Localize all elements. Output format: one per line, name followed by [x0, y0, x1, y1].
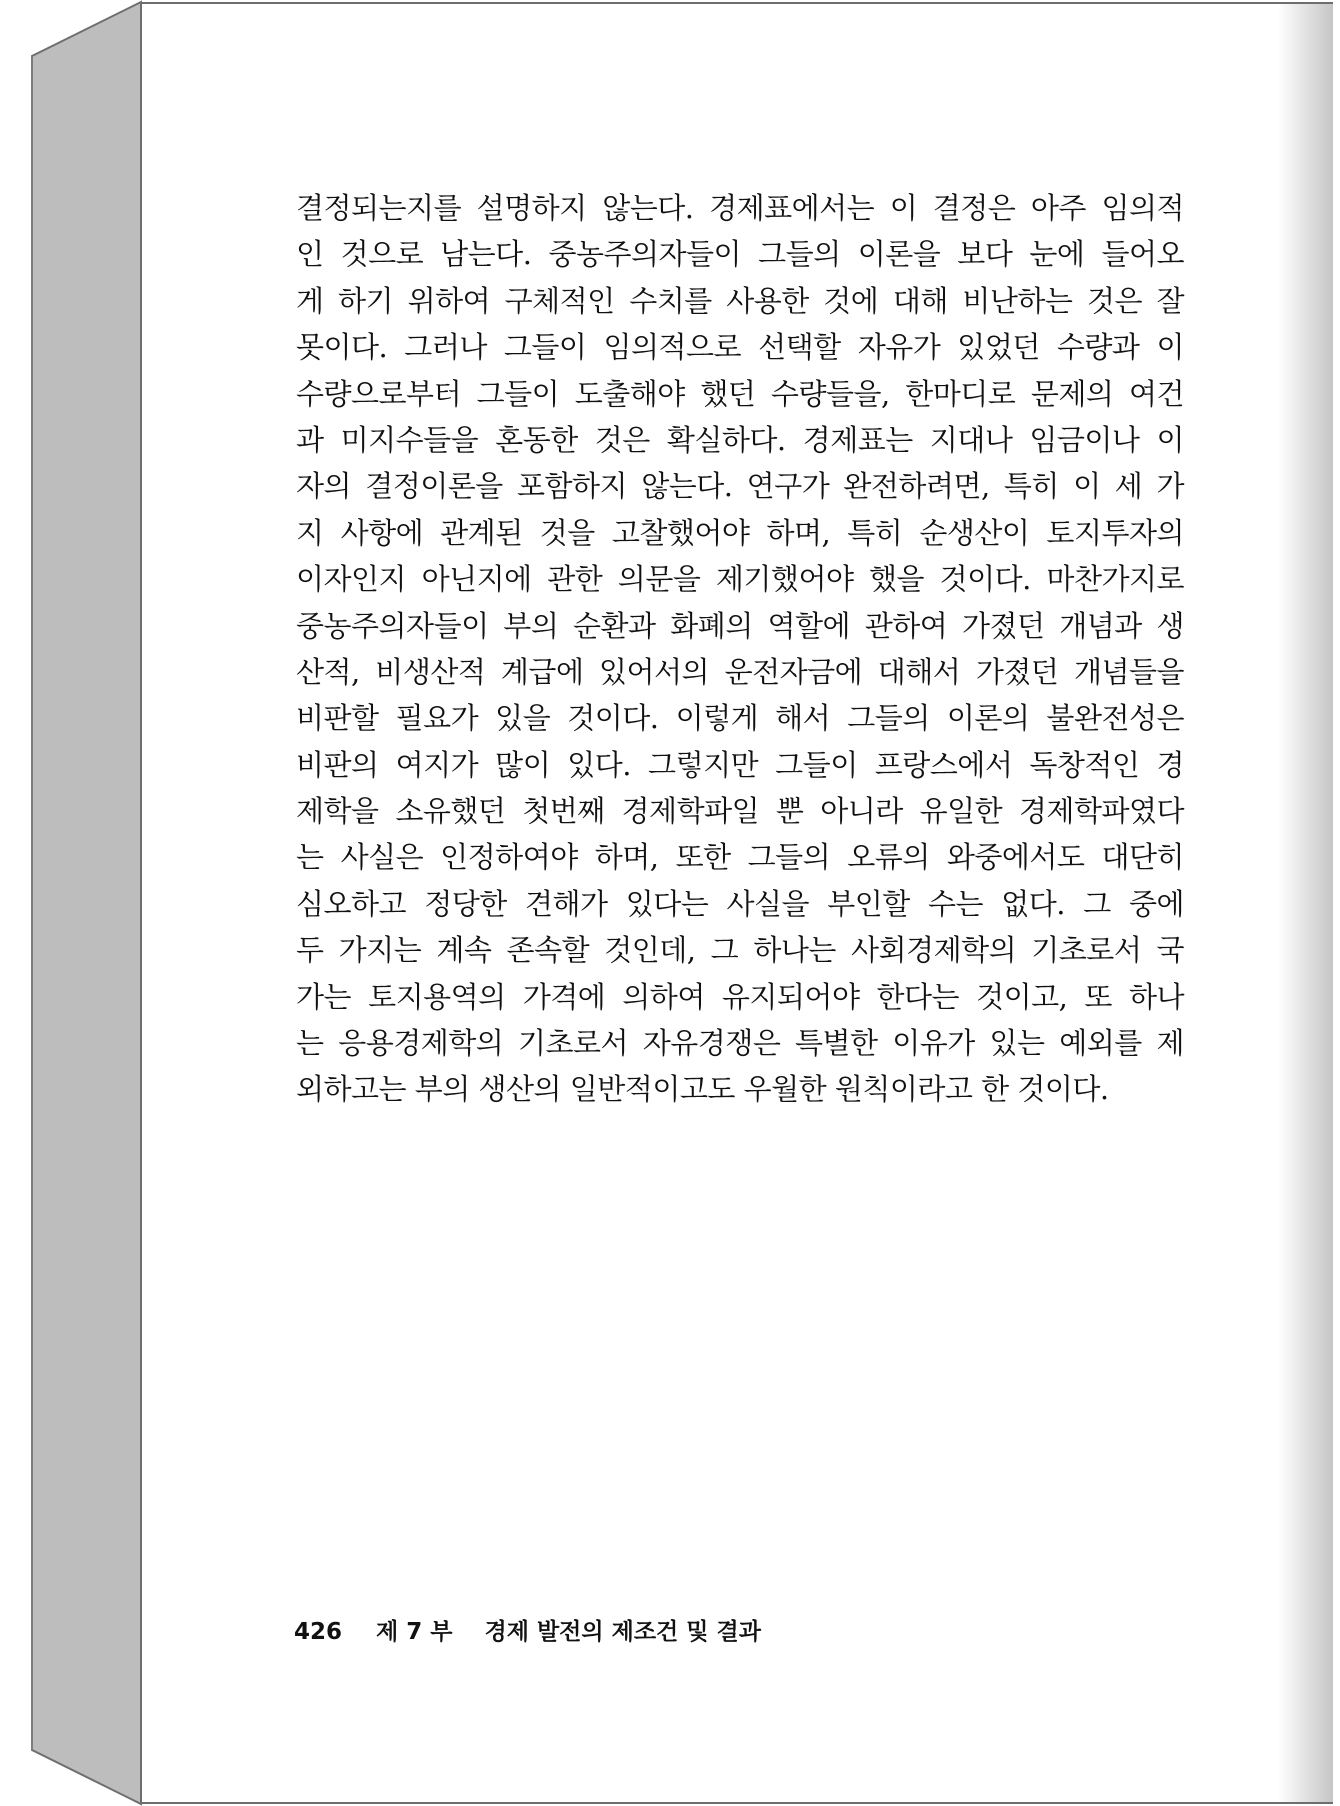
- page-edge-shadow: [1278, 4, 1333, 1802]
- text-line: 지 사항에 관계된 것을 고찰했어야 하며, 특히 순생산이 토지투자의: [296, 515, 1184, 550]
- chapter-title: 경제 발전의 제조건 및 결과: [484, 1619, 761, 1645]
- text-line: 못이다. 그러나 그들이 임의적으로 선택할 자유가 있었던 수량과 이: [296, 330, 1184, 365]
- text-line: 중농주의자들이 부의 순환과 화폐의 역할에 관하여 가졌던 개념과 생: [296, 608, 1184, 643]
- text-line: 는 사실은 인정하여야 하며, 또한 그들의 오류의 와중에서도 대단히: [296, 840, 1184, 875]
- text-line: 수량으로부터 그들이 도출해야 했던 수량들을, 한마디로 문제의 여건: [296, 376, 1184, 411]
- text-line: 비판의 여지가 많이 있다. 그렇지만 그들이 프랑스에서 독창적인 경: [296, 747, 1184, 782]
- page-footer: [294, 1612, 761, 1652]
- text-line: 두 가지는 계속 존속할 것인데, 그 하나는 사회경제학의 기초로서 국: [296, 933, 1184, 968]
- text-line: 게 하기 위하여 구체적인 수치를 사용한 것에 대해 비난하는 것은 잘: [296, 283, 1184, 318]
- text-line: 과 미지수들을 혼동한 것은 확실하다. 경제표는 지대나 임금이나 이: [296, 422, 1184, 457]
- part-label: 제 7 부: [376, 1619, 453, 1645]
- text-line: 산적, 비생산적 계급에 있어서의 운전자금에 대해서 가졌던 개념들을: [296, 654, 1184, 689]
- text-line: 인 것으로 남는다. 중농주의자들이 그들의 이론을 보다 눈에 들어오: [296, 237, 1184, 272]
- text-line: 심오하고 정당한 견해가 있다는 사실을 부인할 수는 없다. 그 중에: [296, 886, 1184, 921]
- body-text: [296, 185, 1184, 1113]
- page-number: 426: [294, 1619, 343, 1645]
- text-line: 외하고는 부의 생산의 일반적이고도 우월한 원칙이라고 한 것이다.: [296, 1072, 1109, 1107]
- text-line: 이자인지 아닌지에 관한 의문을 제기했어야 했을 것이다. 마찬가지로: [296, 562, 1184, 597]
- text-line: 자의 결정이론을 포함하지 않는다. 연구가 완전하려면, 특히 이 세 가: [296, 469, 1184, 504]
- text-line: 가는 토지용역의 가격에 의하여 유지되어야 한다는 것이고, 또 하나: [296, 979, 1184, 1014]
- text-line: 제학을 소유했던 첫번째 경제학파일 뿐 아니라 유일한 경제학파였다: [296, 794, 1184, 829]
- text-line: 비판할 필요가 있을 것이다. 이렇게 해서 그들의 이론의 불완전성은: [296, 701, 1184, 736]
- text-line: 결정되는지를 설명하지 않는다. 경제표에서는 이 결정은 아주 임의적: [296, 191, 1184, 225]
- text-line: 는 응용경제학의 기초로서 자유경쟁은 특별한 이유가 있는 예외를 제: [296, 1026, 1184, 1061]
